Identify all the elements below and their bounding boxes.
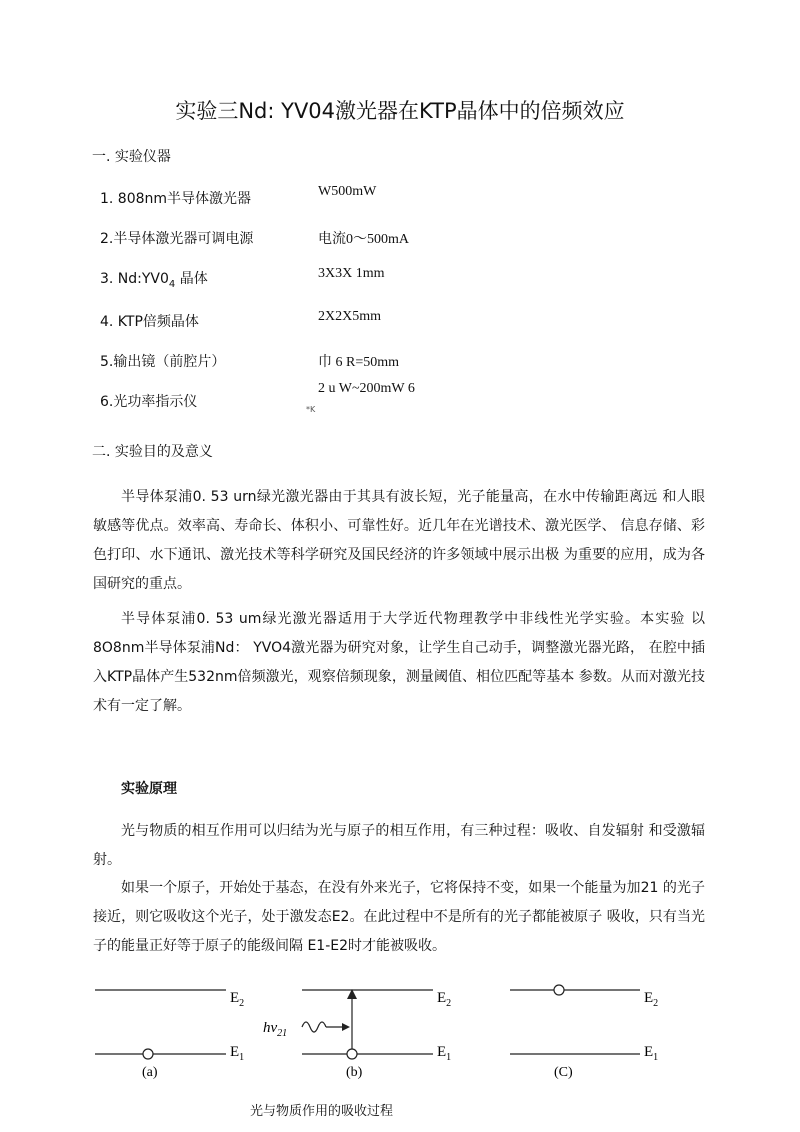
instrument-label-3-main: 3. Nd:YV0 [100, 271, 169, 287]
principle-paragraph-2: 如果一个原子，开始处于基态，在没有外来光子，它将保持不变，如果一个能量为加21 的光子接近，则它吸收这个光子，处于激发态E2。在此过程中不是所有的光子都能被原子 吸收，只有当光子的能量正好等于原子的能级间隔 E1-E2时才能被吸收。 [93, 880, 705, 954]
panel-a-atom [143, 1049, 153, 1059]
instrument-label-6: 6.光功率指示仪 [100, 394, 198, 410]
panel-c-label: (C) [554, 1065, 573, 1080]
instrument-label-5: 5.输出镜（前腔片） [100, 354, 226, 370]
instrument-label-1: 1. 808nm半导体激光器 [100, 191, 252, 207]
page-title: 实验三Nd: YV04激光器在KTP晶体中的倍频效应 [175, 99, 625, 123]
instrument-mark: *K [306, 405, 316, 414]
section-heading-instruments: 一. 实验仪器 [92, 149, 171, 165]
purpose-paragraph-1: 半导体泵浦0. 53 urn绿光激光器由于其具有波长短，光子能量高，在水中传输距离远 和人眼敏感等优点。效率高、寿命长、体积小、可靠性好。近几年在光谱技术、激光医学、 信息存储、彩色打印、水下通讯、激光技术等科学研究及国民经济的许多领域中展示出极 为重要的应用，成为各国研究的重点。 [93, 489, 705, 592]
instrument-label-3-subscript: 4 [168, 278, 176, 290]
figure-caption: 光与物质作用的吸收过程 [250, 1104, 394, 1119]
absorption-diagram [0, 975, 800, 1095]
instrument-label-4: 4. KTP倍频晶体 [100, 314, 199, 330]
photon-energy-label: $h\nu_{21}$ [263, 1020, 288, 1039]
panel-c [510, 985, 658, 1080]
section-heading-principle: 实验原理 [121, 781, 177, 797]
instrument-value-3: 3X3X 1mm [318, 266, 385, 281]
section-heading-purpose: 二. 实验目的及意义 [92, 444, 213, 460]
instrument-label-3 [100, 268, 208, 290]
panel-b-label: (b) [346, 1065, 363, 1080]
panel-b-atom [347, 1049, 357, 1059]
instrument-value-1: W500mW [318, 184, 377, 199]
panel-c-atom [554, 985, 564, 995]
instrument-value-5: 巾 6 R=50mm [318, 355, 400, 370]
instrument-value-2: 电流0～500mA [318, 232, 409, 247]
panel-b [263, 989, 451, 1080]
purpose-paragraph-2: 半导体泵浦0. 53 um绿光激光器适用于大学近代物理教学中非线性光学实验。本实验 以8O8nm半导体泵浦Nd： YVO4激光器为研究对象，让学生自己动手，调整激光器光路， 在腔中插入KTP晶体产生532nm倍频激光，观察倍频现象，测量阈值、相位匹配等基本 参数。从而对激光技术有一定了解。 [93, 611, 705, 714]
panel-a-lower-label: $E_1$ [230, 1044, 245, 1063]
panel-a-label: (a) [142, 1065, 158, 1080]
photon-wave [302, 1022, 326, 1032]
panel-a-upper-label: $E_2$ [230, 990, 245, 1009]
principle-paragraph-1: 光与物质的相互作用可以归结为光与原子的相互作用，有三种过程：吸收、自发辐射 和受激辐射。 [93, 823, 705, 868]
panel-c-upper-label: $E_2$ [644, 990, 659, 1009]
instrument-label-2: 2.半导体激光器可调电源 [100, 231, 254, 247]
photon-arrow-head [342, 1023, 350, 1031]
panel-b-upper-label: $E_2$ [437, 990, 452, 1009]
panel-b-lower-label: $E_1$ [437, 1044, 452, 1063]
panel-a [95, 990, 244, 1080]
panel-c-lower-label: $E_1$ [644, 1044, 659, 1063]
instrument-value-4: 2X2X5mm [318, 309, 381, 324]
instrument-label-3-tail: 晶体 [175, 271, 208, 287]
instrument-value-6: 2 u W~200mW 6 [318, 381, 415, 396]
